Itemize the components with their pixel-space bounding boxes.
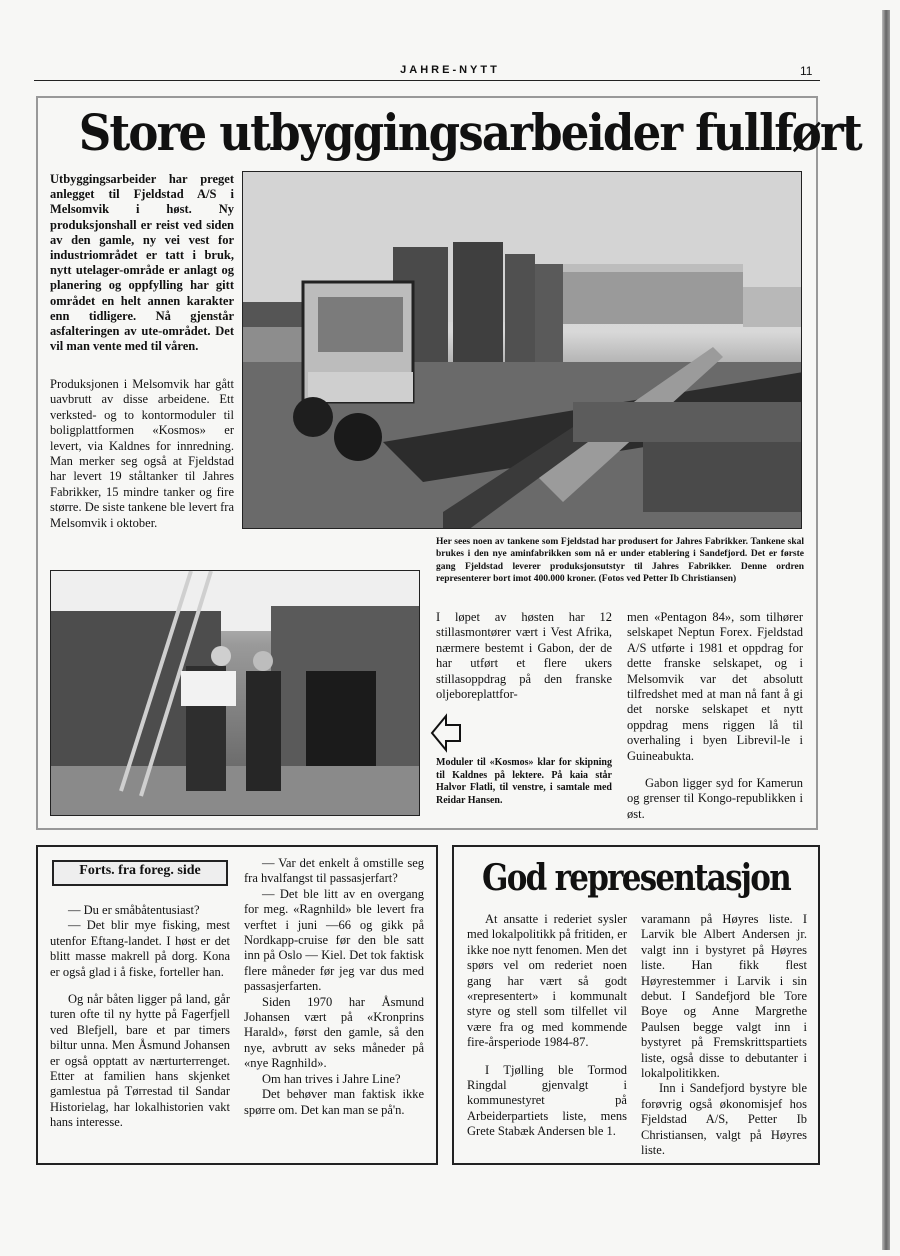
continued-column-2 <box>244 856 424 1118</box>
continued-question: — Du er småbåtentusiast? <box>68 903 200 917</box>
workers-photo-caption: Moduler til «Kosmos» klar for skipning til Kaldnes på lektere. På kaia står Halvor Flatli, til venstre, i samtale med Reidar Hansen. <box>436 757 612 806</box>
article-intro: Utbyggingsarbeider har preget anlegget til Fjeldstad A/S i Melsomvik i høst. Ny produksjonshall er reist ved siden av den gamle, ny vei vest for industriområdet er tatt i bruk, nytt utelager-område er anlagt og planering og oppfylling har gitt området en helt annen karakter enn tidligere. Nå gjenstår asfalteringen av ute-området. Det vil man vente med til våren. <box>50 172 234 354</box>
header-rule <box>34 80 820 81</box>
god-paragraph-2: I Tjølling ble Tormod Ringdal gjenvalgt i kommunestyret på Arbeiderpartiets liste, mens Grete Stabæk Andersen ble 1. <box>467 1062 627 1139</box>
continued-paragraph: Og når båten ligger på land, går turen ofte til ny hytte på Fagerfjell ved Blefjell, bare et par timers biltur unna. Men Åsmund Johansen er også opptatt av nærturterrenget. Etter at familien hans skjenket gamlestua på Tørrestad til Sandar Historielag, har lokalhistorien vakt hans interesse. <box>50 992 230 1130</box>
gabon-paragraph-1: men «Pentagon 84», som tilhører selskapet Neptun Forex. Fjeldstad A/S utførte i 1981 et oppdrag for dette franske selskapet, og i Melsomvik var det absolutt tilfredshet med at man nå fant å gi det norske selskapet et nytt oppdrag mens riggen lå til overhaling i byen Librevil-le i Guineabukta. <box>627 610 803 763</box>
continued-paragraph-2: Siden 1970 har Åsmund Johansen vært på «Kronprins Harald», først den gamle, så den nye, avbrutt av seks måneder på «nye Ragnhild». <box>244 994 424 1071</box>
article-body: Produksjonen i Melsomvik har gått uavbrutt av disse arbeidene. Ett verksted- og to kontormoduler til boligplattformen «Kosmos» er levert, via Kaldnes for innredning. Man merker seg også at Fjeldstad har levert 19 ståltanker til Jahres Fabrikker, 15 mindre tanker og fire større. De siste tankene ble levert fra Melsomvik i oktober. <box>50 377 234 530</box>
continued-question-2: — Var det enkelt å omstille seg fra hvalfangst til passasjerfart? <box>244 856 424 886</box>
continued-label: Forts. fra foreg. side <box>79 863 201 878</box>
continued-question-3: Om han trives i Jahre Line? <box>262 1071 401 1086</box>
god-paragraph-1: At ansatte i rederiet sysler med lokalpolitikk på fritiden, er ikke noe nytt fenomen. Men det spørs vel om rederiet noen gang har vært så godt «representert» i kommunalt styre og stell som tilfellet vil være fra og med kommende fire-årsperiode 1984-87. <box>467 912 627 1050</box>
page-number: 11 <box>800 64 813 78</box>
left-arrow-icon <box>428 710 464 756</box>
god-column-2 <box>641 912 807 1159</box>
article-headline: Store utbyggingsarbeider fullført <box>78 103 861 162</box>
continued-answer-3: Det behøver man faktisk ikke spørre om. Det kan man se på'n. <box>244 1087 424 1117</box>
continued-column-1 <box>50 903 230 1131</box>
gabon-column-1: I løpet av høsten har 12 stillasmontører vært i Vest Afrika, nærmere bestemt i Gabon, der de har utført et flere ukers stillasoppdrag på den franske oljeboreplattfor- <box>436 610 612 702</box>
gabon-column-2 <box>627 610 803 822</box>
continued-answer-2: — Det ble litt av en overgang for meg. «Ragnhild» ble levert fra verftet i juni —66 og gikk på Nordkapp-cruise før den ble satt inn på Oslo — Kiel. Det tok faktisk flere måneder før jeg var dus med passasjerfarten. <box>244 886 424 994</box>
tanks-photo-illustration <box>243 172 802 529</box>
publication-title: JAHRE-NYTT <box>400 64 500 76</box>
photo-tanks-forklift <box>242 171 802 529</box>
god-representasjon-headline: God representasjon <box>481 857 791 899</box>
photo-workers-modules <box>50 570 420 816</box>
gabon-paragraph-2: Gabon ligger syd for Kamerun og grenser til Kongo-republikken i øst. <box>627 776 803 821</box>
god-paragraph-3: varamann på Høyres liste. I Larvik ble Albert Andersen jr. valgt inn i bystyret på Høyres liste. Han fikk flest Høyrestemmer i Larvik i sin debut. I Sandefjord ble Tore Boye og Anne Margrethe Paulsen begge valgt inn i bystyret på Fremskrittspartiets liste, også disse to debutanter i lokalpolitikken. <box>641 912 807 1081</box>
continued-answer: — Det blir mye fisking, mest utenfor Eftang-landet. I høst er det blitt masse makrell på dorg. Kona er også glad i å fiske, forteller han. <box>50 918 230 979</box>
god-paragraph-4: Inn i Sandefjord bystyre ble forøvrig også økonomisjef hos Fjeldstad A/S, Petter Ib Christiansen, valgt på Høyres liste. <box>641 1081 807 1158</box>
god-column-1 <box>467 912 627 1140</box>
workers-photo-illustration <box>51 571 420 816</box>
tanks-photo-caption: Her sees noen av tankene som Fjeldstad har produsert for Jahres Fabrikker. Tankene skal brukes i den nye aminfabrikken som nå er under etablering i Sandefjord. Det er første gang Fjeldstad leverer produksjonsutstyr til Jahres Fabrikker. Denne ordren representerer bort imot 400.000 kroner. (Fotos ved Petter Ib Christiansen) <box>436 537 804 585</box>
page-edge-shadow <box>882 10 890 1250</box>
